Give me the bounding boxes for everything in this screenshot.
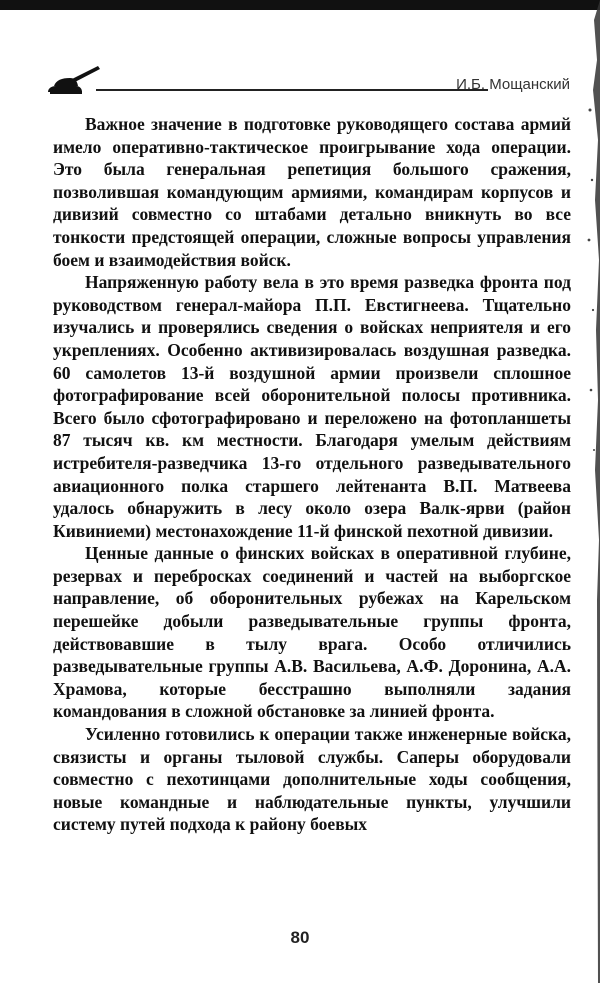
paragraph-3: Ценные данные о финских войсках в оперативной глубине, резервах и перебросках соединений и частей на выборгское направление, об оборонительных рубежах на Карельском перешейке добыли разведывательные группы фронта, действовавшие в тылу врага. Особо отличились разведывательные группы А.В. Васильева, А.Ф. Доронина, А.А. Храмова, которые бесстрашно выполняли задания командования в сложной обстановке за линией фронта. (53, 543, 571, 722)
running-head-author: И.Б. Мощанский (456, 76, 570, 93)
page-number: 80 (290, 928, 310, 947)
scan-edge-noise (574, 0, 600, 983)
page-header (40, 62, 572, 96)
paragraph-4: Усиленно готовились к операции также инженерные войска, связисты и органы тыловой службы. Саперы оборудовали совместно с пехотинцами дополнительные ходы сообщения, новые командные и наблюдательные пункты, улучшили систему путей подхода к району боевых (53, 724, 571, 835)
header-rule (96, 89, 488, 91)
top-border (0, 0, 600, 10)
paragraph-1: Важное значение в подготовке руководящего состава армий имело оперативно-тактическое проигрывание хода операции. Это была генеральная репетиция большого сражения, позволившая командующим армиями, командирам корпусов и дивизий совместно со штабами детально вникнуть во все тонкости предстоящей операции, сложные вопросы управления боем и взаимодействия войск. (53, 114, 571, 270)
body-text (53, 113, 571, 836)
tank-icon (40, 62, 104, 96)
paragraph-2: Напряженную работу вела в это время разведка фронта под руководством генерал-майора П.П. Евстигнеева. Тщательно изучались и проверялись сведения о войсках неприятеля и его укреплениях. Особенно активизировалась воздушная разведка. 60 самолетов 13-й воздушной армии произвели сплошное фотографирование всей оборонительной полосы противника. Всего было сфотографировано и переложено на фотопланшеты 87 тысяч кв. км местности. Благодаря умелым действиям истребителя-разведчика 13-го отдельного разведывательного авиационного полка старшего лейтенанта В.П. Матвеева удалось обнаружить в лесу около озера Валк-ярви (район Кивиниеми) местонахождение 11-й финской пехотной дивизии. (53, 272, 571, 541)
